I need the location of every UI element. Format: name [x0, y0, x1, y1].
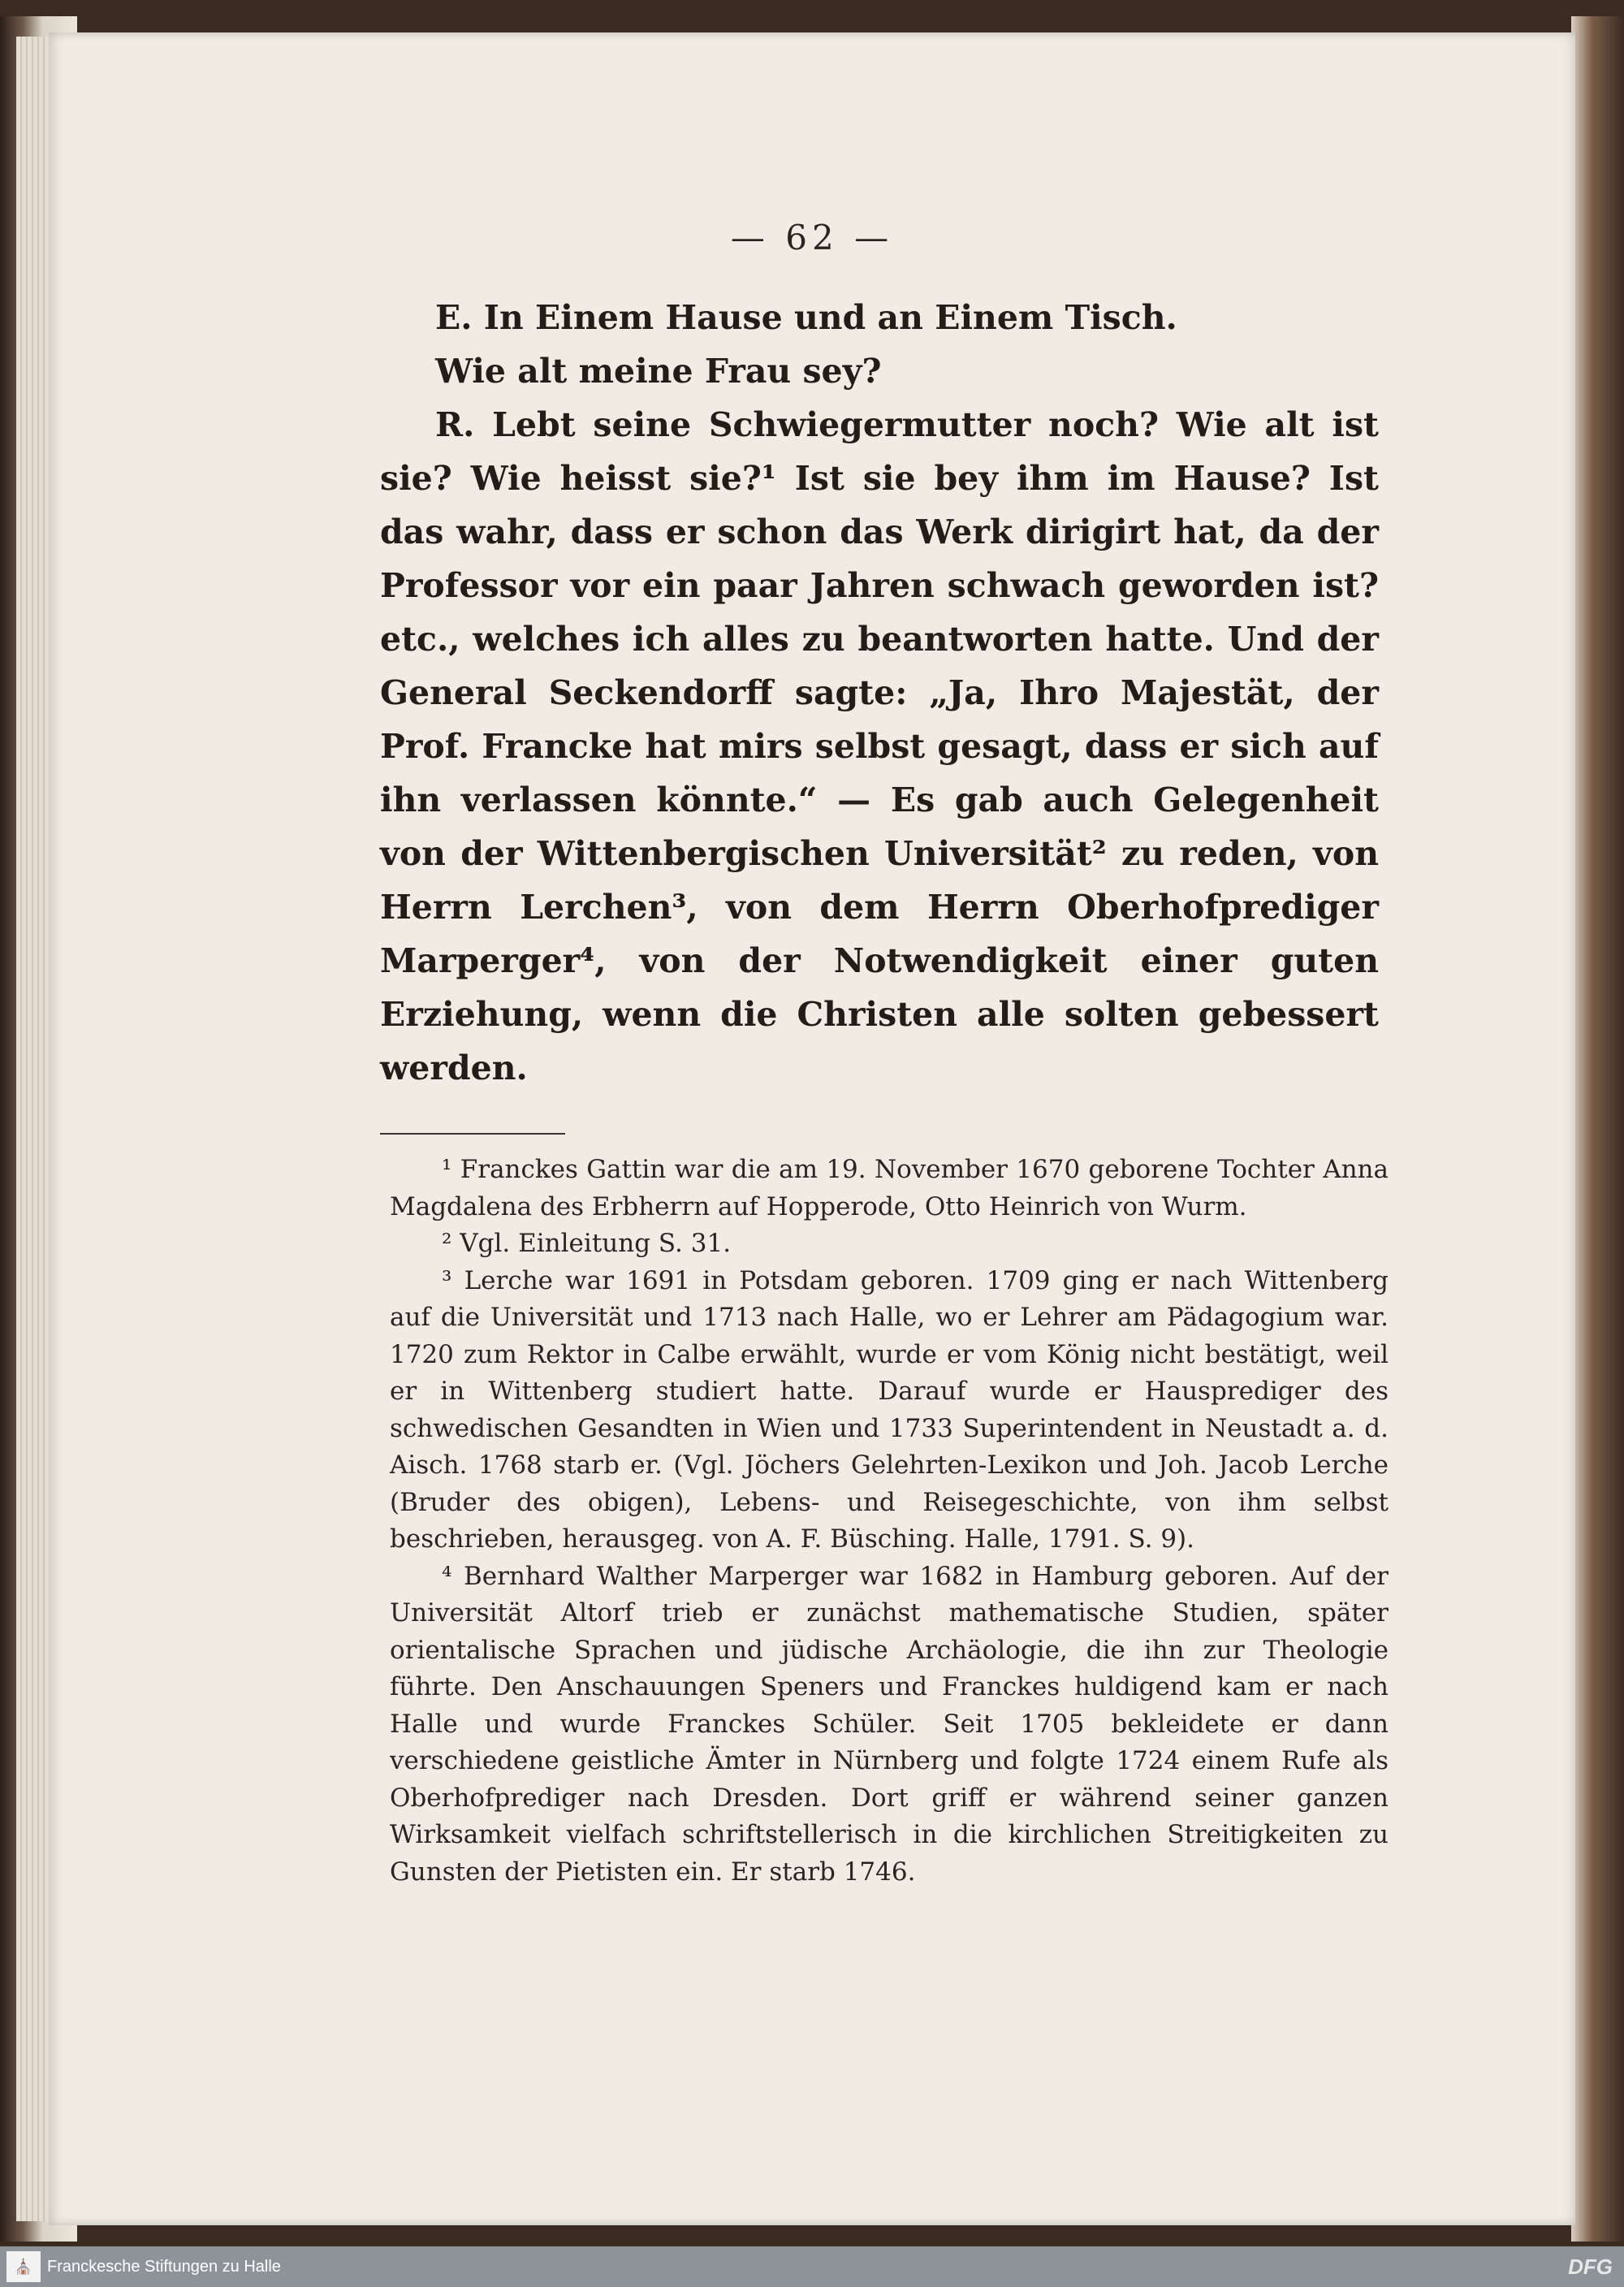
main-text [380, 291, 1379, 1095]
book-page [49, 32, 1575, 2225]
franckesche-stiftungen-logo-icon: ⛪ [6, 2251, 41, 2282]
viewer-footer-bar [0, 2246, 1624, 2287]
paragraph-r: R. Lebt seine Schwiegermutter noch? Wie alt ist sie? Wie heisst sie?¹ Ist sie bey ihm im Hause? Ist das wahr, dass er schon das Werk dirigirt hat, da der Professor vor ein paar Jahren schwach geworden ist? etc., welches ich alles zu beantworten hatte. Und der General Seckendorff sagte: „Ja, Ihro Majestät, der Prof. Francke hat mirs selbst gesagt, dass er sich auf ihn verlassen könnte.“ — Es gab auch Gelegenheit von der Wittenbergischen Universität² zu reden, von Herrn Lerchen³, von dem Herrn Oberhofprediger Marperger⁴, von der Notwendigkeit einer guten Erziehung, wenn die Christen alle solten gebessert werden. [380, 405, 1379, 1087]
page-number: — 62 — [730, 218, 894, 257]
institution-name: Franckesche Stiftungen zu Halle [47, 2258, 281, 2276]
book-edge-right [1571, 16, 1624, 2242]
footnotes [390, 1152, 1389, 1891]
dfg-logo: DFG [1568, 2255, 1613, 2279]
footnote-divider [380, 1133, 565, 1135]
paragraph-e: E. In Einem Hause und an Einem Tisch. [435, 298, 1177, 337]
paragraph-question: Wie alt meine Frau sey? [435, 352, 882, 391]
page-stack [16, 37, 53, 2221]
footnote-4: ⁴ Bernhard Walther Marperger war 1682 in Hamburg geboren. Auf der Universität Altorf trieb er zunächst mathematische Studien, später orientalische Sprachen und jüdische Archäologie, die ihn zur Theologie führte. Den Anschauungen Speners und Franckes huldigend kam er nach Halle und wurde Franckes Schüler. Seit 1705 bekleidete er dann verschiedene geistliche Ämter in Nürnberg und folgte 1724 einem Rufe als Oberhofprediger nach Dresden. Dort griff er während seiner ganzen Wirksamkeit vielfach schriftstellerisch in die kirchlichen Streitigkeiten zu Gunsten der Pietisten ein. Er starb 1746. [390, 1561, 1389, 1887]
footnote-3: ³ Lerche war 1691 in Potsdam geboren. 1709 ging er nach Wittenberg auf die Universität und 1713 nach Halle, wo er Lehrer am Pädagogium war. 1720 zum Rektor in Calbe erwählt, wurde er vom König nicht bestätigt, weil er in Wittenberg studiert hatte. Darauf wurde er Hausprediger des schwedischen Gesandten in Wien und 1733 Superintendent in Neustadt a. d. Aisch. 1768 starb er. (Vgl. Jöchers Gelehrten-Lexikon und Joh. Jacob Lerche (Bruder des obigen), Lebens- und Reisegeschichte, von ihm selbst beschrieben, herausgeg. von A. F. Büsching. Halle, 1791. S. 9). [390, 1265, 1389, 1554]
footnote-2: ² Vgl. Einleitung S. 31. [442, 1229, 732, 1258]
footnote-1: ¹ Franckes Gattin war die am 19. November 1670 geborene Tochter Anna Magdalena des Erbherrn auf Hopperode, Otto Heinrich von Wurm. [390, 1155, 1389, 1221]
